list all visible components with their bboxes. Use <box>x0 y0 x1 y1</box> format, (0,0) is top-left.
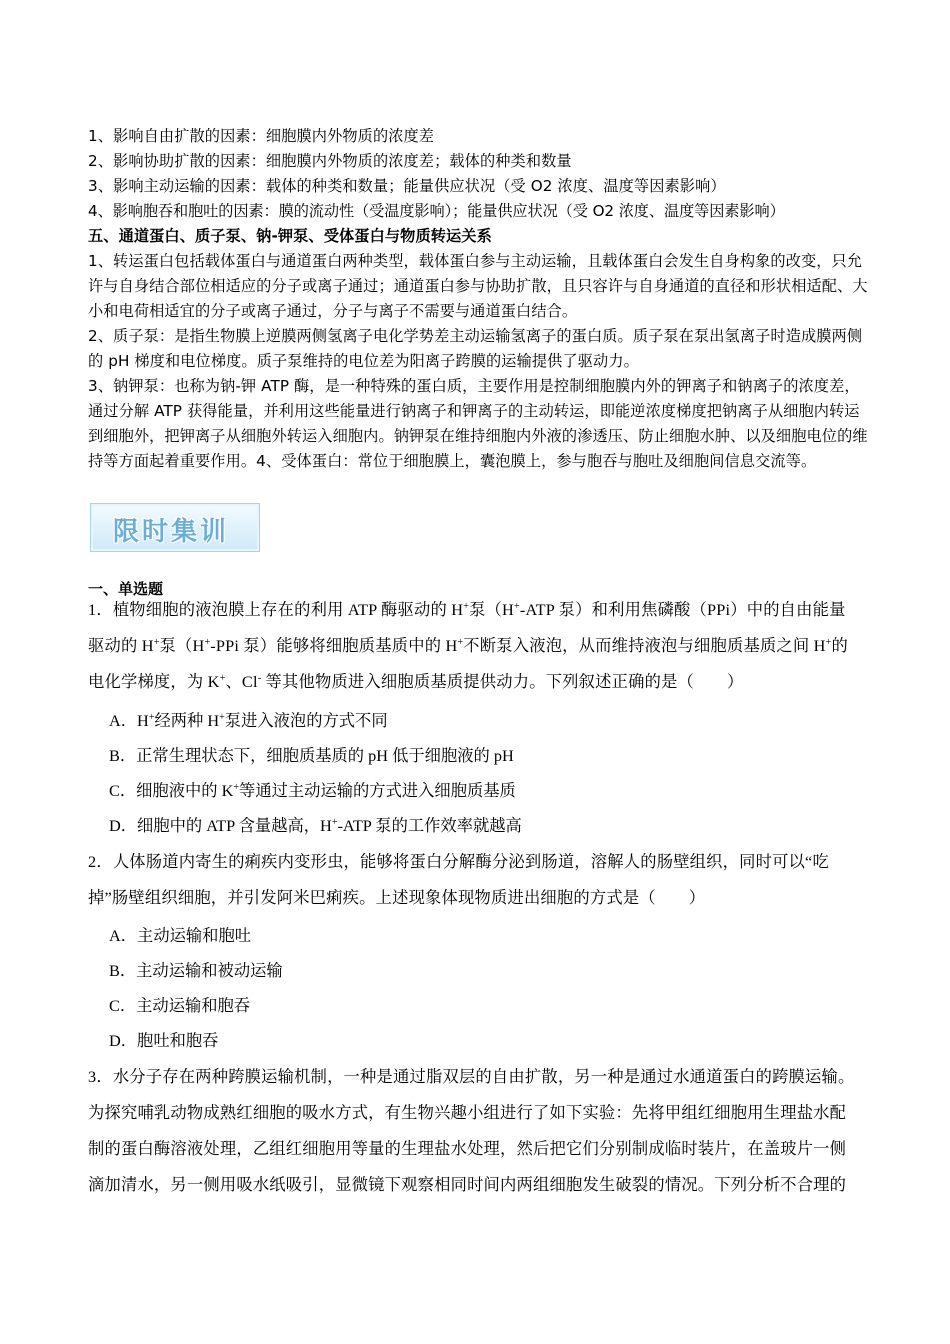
question-1 <box>88 592 868 700</box>
timed-practice-banner <box>90 503 260 552</box>
question-1-option-c: C．细胞液中的 K+等通过主动运输的方式进入细胞质基质 <box>109 781 516 800</box>
question-2-option-a: A．主动运输和胞吐 <box>109 926 252 945</box>
question-1-line-3: 电化学梯度，为 K+、Cl- 等其他物质进入细胞质基质提供动力。下列叙述正确的是（ ） <box>88 672 744 691</box>
question-2-line-2: 掉”肠壁组织细胞，并引发阿米巴痢疾。上述现象体现物质进出细胞的方式是（ ） <box>88 888 706 907</box>
question-1-option-a: A．H+经两种 H+泵进入液泡的方式不同 <box>109 711 388 730</box>
question-3-line-1: 3．水分子存在两种跨膜运输机制，一种是通过脂双层的自由扩散，另一种是通过水通道蛋白的跨膜运输。 <box>88 1067 855 1086</box>
knowledge-heading: 五、通道蛋白、质子泵、钠-钾泵、受体蛋白与物质转运关系 <box>88 227 492 245</box>
knowledge-line-1: 1、影响自由扩散的因素：细胞膜内外物质的浓度差 <box>88 127 435 145</box>
question-2-option-d: D．胞吐和胞吞 <box>109 1031 219 1050</box>
question-1-line-2: 驱动的 H+泵（H+-PPi 泵）能够将细胞质基质中的 H+不断泵入液泡，从而维持液泡与细胞质基质之间 H+的 <box>88 636 848 655</box>
question-3-line-3: 制的蛋白酶溶液处理，乙组红细胞用等量的生理盐水处理，然后把它们分别制成临时装片，在盖玻片一侧 <box>88 1139 847 1158</box>
question-3 <box>88 1059 868 1203</box>
knowledge-line-4: 4、影响胞吞和胞吐的因素：膜的流动性（受温度影响）；能量供应状况（受 O2 浓度、温度等因素影响） <box>88 202 785 220</box>
knowledge-line-2: 2、影响协助扩散的因素：细胞膜内外物质的浓度差；载体的种类和数量 <box>88 152 572 170</box>
question-1-option-d: D．细胞中的 ATP 含量越高，H+-ATP 泵的工作效率就越高 <box>109 816 522 835</box>
knowledge-section <box>88 124 868 474</box>
banner-text: 限时集训 <box>113 517 230 547</box>
question-2-option-b: B．主动运输和被动运输 <box>109 961 283 980</box>
question-1-line-1: 1．植物细胞的液泡膜上存在的利用 ATP 酶驱动的 H+泵（H+-ATP 泵）和利用焦磷酸（PPi）中的自由能量 <box>88 600 846 619</box>
question-2-line-1: 2．人体肠道内寄生的痢疾内变形虫，能够将蛋白分解酶分泌到肠道，溶解人的肠壁组织，同时可以“吃 <box>88 852 829 871</box>
section-title: 一、单选题 <box>88 580 164 598</box>
question-2-option-c: C．主动运输和胞吞 <box>109 996 251 1015</box>
question-3-line-4: 滴加清水，另一侧用吸水纸吸引，显微镜下观察相同时间内两组细胞发生破裂的情况。下列分析不合理的 <box>88 1175 847 1194</box>
question-3-line-2: 为探究哺乳动物成熟红细胞的吸水方式，有生物兴趣小组进行了如下实验：先将甲组红细胞用生理盐水配 <box>88 1103 847 1122</box>
knowledge-paragraph-1: 1、转运蛋白包括载体蛋白与通道蛋白两种类型，载体蛋白参与主动运输，且载体蛋白会发生自身构象的改变，只允许与自身结合部位相适应的分子或离子通过；通道蛋白参与协助扩散，且只容许与自身通道的直径和形状相适配、大小和电荷相适宜的分子或离子通过，分子与离子不需要与通道蛋白结合。 <box>88 252 868 320</box>
question-2 <box>88 844 868 916</box>
knowledge-paragraph-2: 2、质子泵：是指生物膜上逆膜两侧氢离子电化学势差主动运输氢离子的蛋白质。质子泵在泵出氢离子时造成膜两侧的 pH 梯度和电位梯度。质子泵维持的电位差为阳离子跨膜的运输提供了驱动力。 <box>88 327 863 370</box>
knowledge-line-3: 3、影响主动运输的因素：载体的种类和数量；能量供应状况（受 O2 浓度、温度等因素影响） <box>88 177 726 195</box>
knowledge-paragraph-3: 3、钠钾泵：也称为钠-钾 ATP 酶，是一种特殊的蛋白质，主要作用是控制细胞膜内外的钾离子和钠离子的浓度差，通过分解 ATP 获得能量，并利用这些能量进行钠离子和钾离子的主动转运，即能逆浓度梯度把钠离子从细胞内转运到细胞外，把钾离子从细胞外转运入细胞内。钠钾泵在维持细胞内外液的渗透压、防止细胞水肿、以及细胞电位的维持等方面起着重要作用。4、受体蛋白：常位于细胞膜上，囊泡膜上，参与胞吞与胞吐及细胞间信息交流等。 <box>88 377 868 470</box>
question-1-option-b: B．正常生理状态下，细胞质基质的 pH 低于细胞液的 pH <box>109 746 514 765</box>
